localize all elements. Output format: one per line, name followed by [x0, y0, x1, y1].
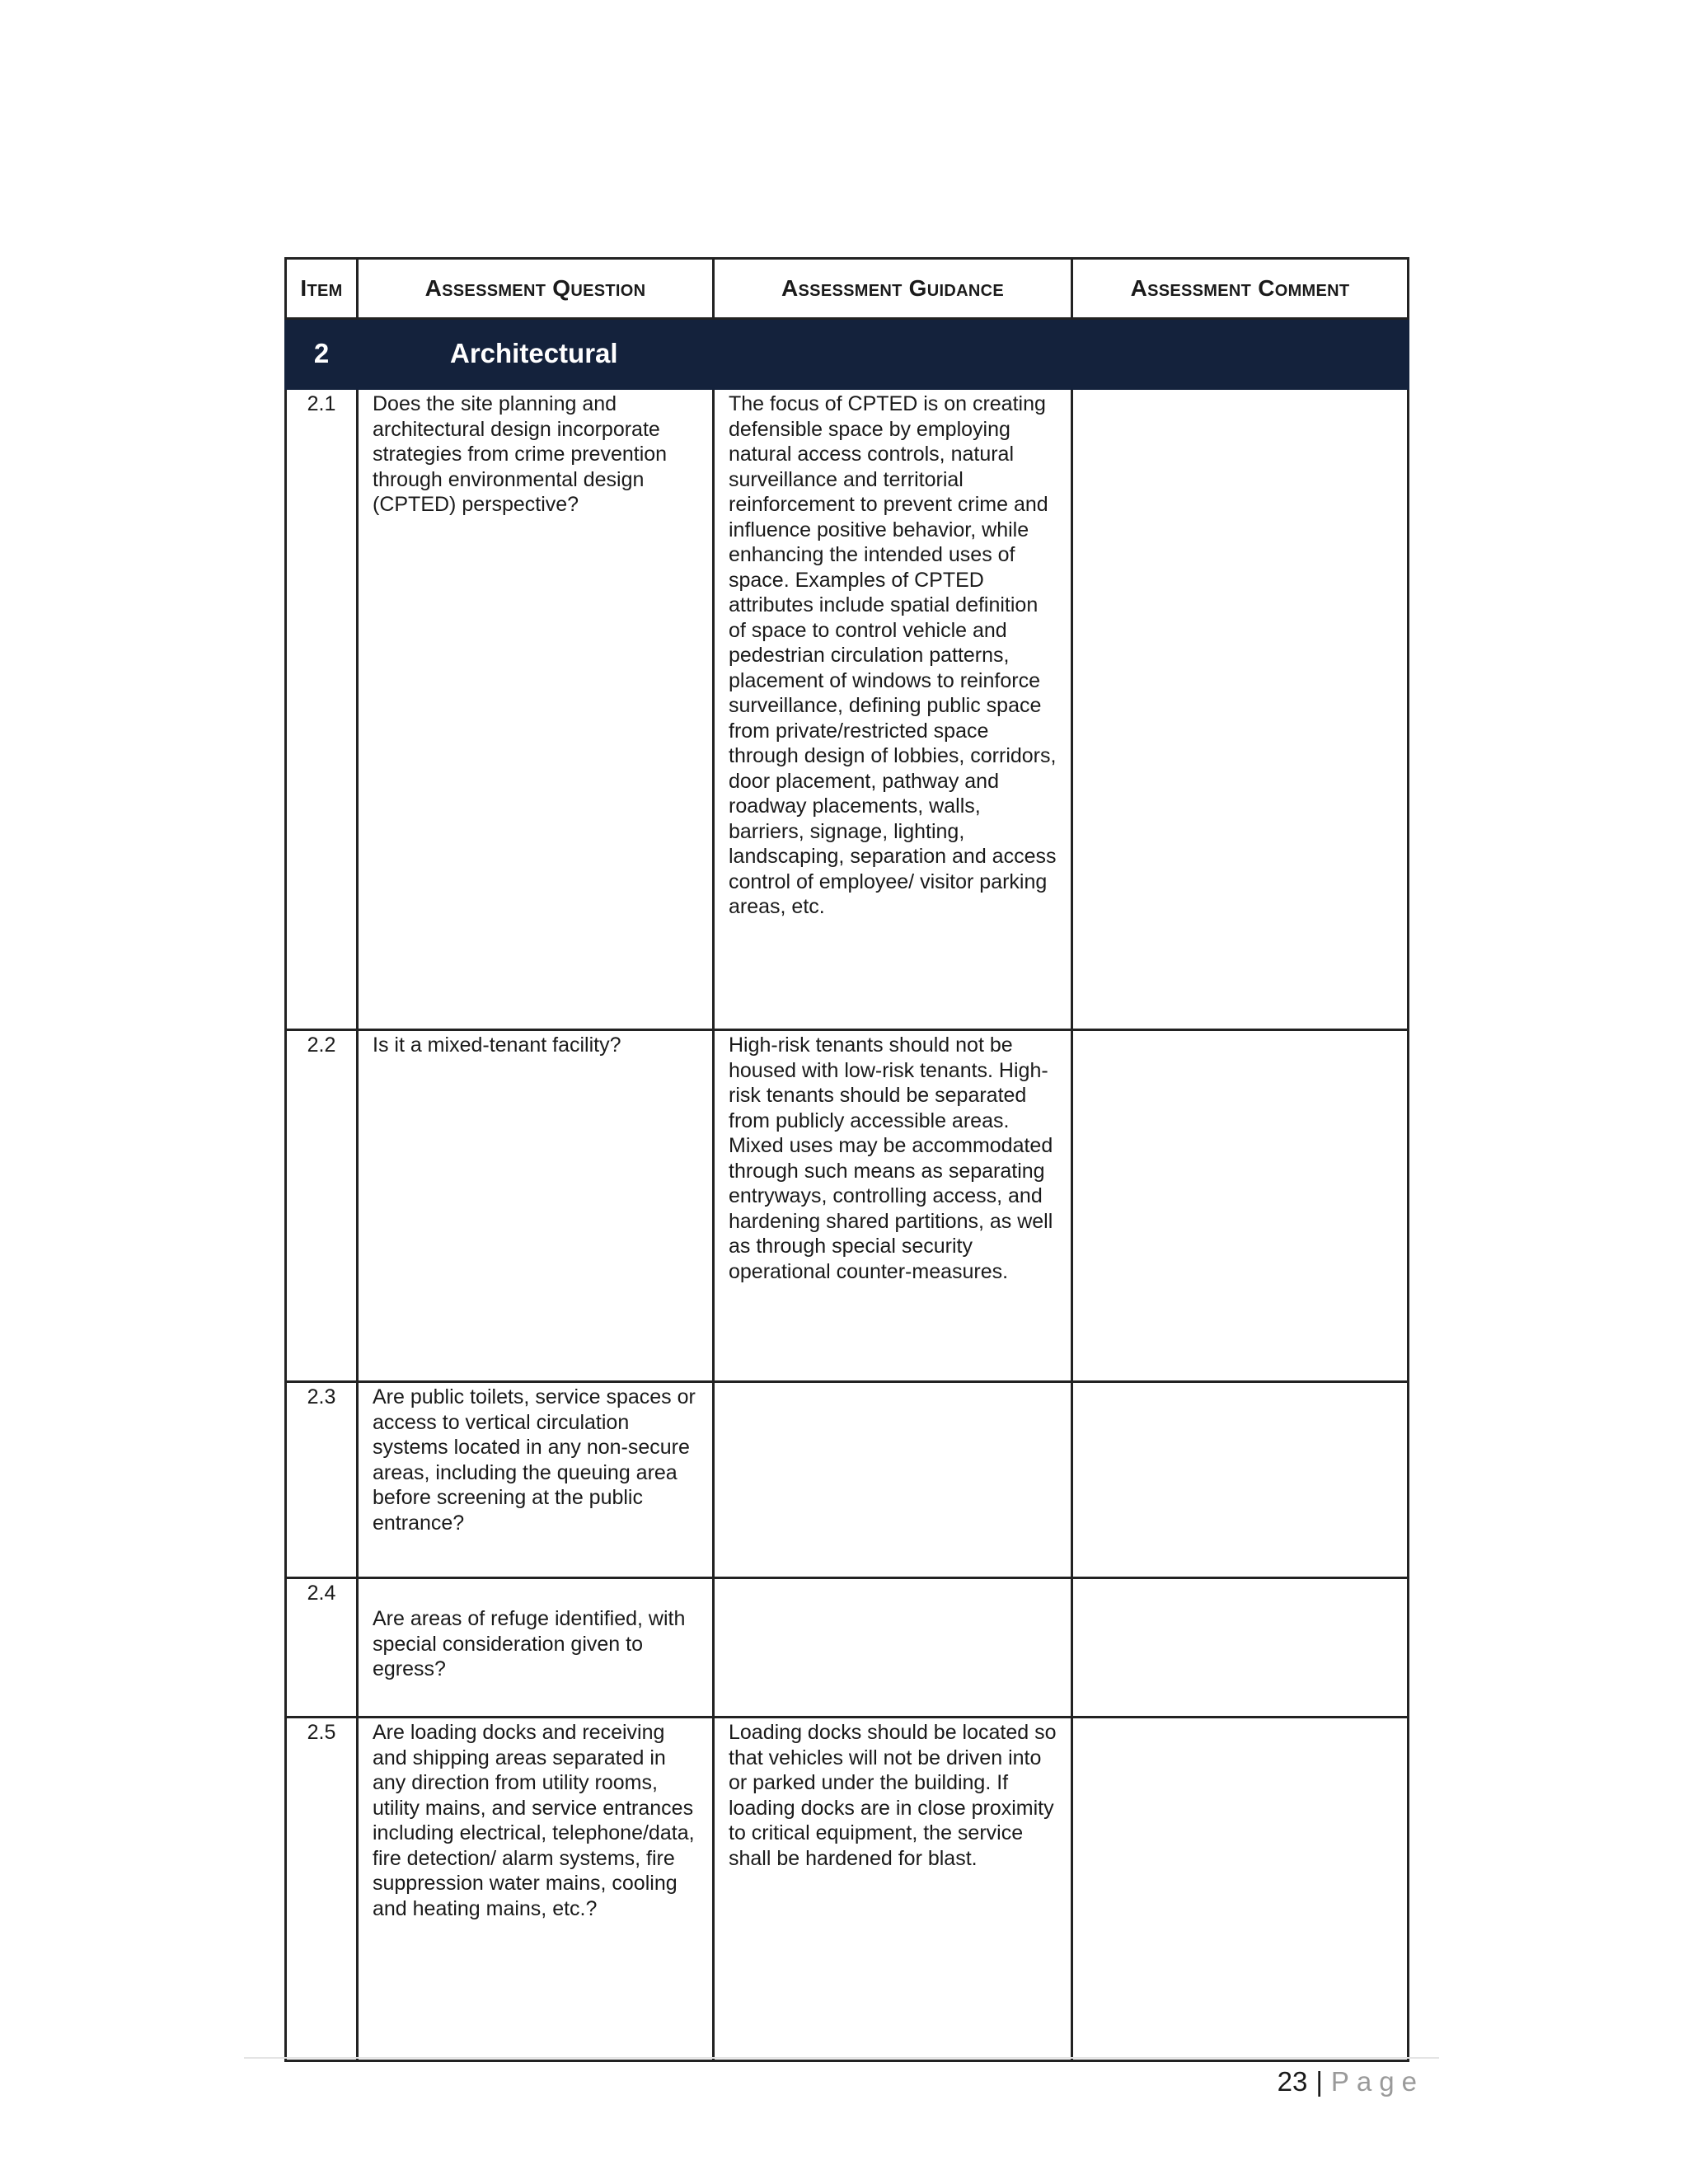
row-item-number: 2.2 [286, 1030, 358, 1382]
table-header-row [286, 259, 1409, 319]
row-comment[interactable] [1072, 1718, 1409, 2061]
footer-separator: | [1315, 2066, 1323, 2097]
row-guidance: The focus of CPTED is on creating defensible space by employing natural access controls, natural surveillance and territorial reinforcement to prevent crime and influence positive behavior, while enhancing the intended uses of space. Examples of CPTED attributes include spatial definition of space to control vehicle and pedestrian circulation patterns, placement of windows to reinforce surveillance, defining public space from private/restricted space through design of lobbies, corridors, door placement, pathway and roadway placements, walls, barriers, signage, lighting, landscaping, separation and access control of employee/ visitor parking areas, etc. [714, 389, 1072, 1030]
row-item-number: 2.1 [286, 389, 358, 1030]
row-question: Are loading docks and receiving and shipping areas separated in any direction from utility rooms, utility mains, and service entrances including electrical, telephone/data, fire detection/ alarm systems, fire suppression water mains, cooling and heating mains, etc.? [358, 1718, 714, 2061]
row-comment[interactable] [1072, 1030, 1409, 1382]
section-header-row [286, 319, 1409, 389]
row-guidance [714, 1578, 1072, 1718]
row-guidance: High-risk tenants should not be housed with low-risk tenants. High-risk tenants should be separated from publicly accessible areas. Mixed uses may be accommodated through such means as separating entryways, controlling access, and hardening shared partitions, as well as through special security operational counter-measures. [714, 1030, 1072, 1382]
row-comment[interactable] [1072, 1578, 1409, 1718]
table-row [286, 1382, 1409, 1578]
header-guidance: Assessment Guidance [714, 259, 1072, 319]
table-row [286, 389, 1409, 1030]
row-item-number: 2.5 [286, 1718, 358, 2061]
row-question: Are public toilets, service spaces or access to vertical circulation systems located in any non-secure areas, including the queuing area before screening at the public entrance? [358, 1382, 714, 1578]
assessment-table [284, 257, 1409, 2062]
page-footer [1278, 2066, 1424, 2097]
table-row [286, 1718, 1409, 2061]
page-label: Page [1330, 2066, 1424, 2097]
row-comment[interactable] [1072, 1382, 1409, 1578]
header-item: Item [286, 259, 358, 319]
row-comment[interactable] [1072, 389, 1409, 1030]
row-question: Does the site planning and architectural design incorporate strategies from crime prevention through environmental design (CPTED) perspective? [358, 389, 714, 1030]
row-item-number: 2.4 [286, 1578, 358, 1718]
section-number: 2 [286, 319, 358, 389]
row-guidance: Loading docks should be located so that vehicles will not be driven into or parked under the building. If loading docks are in close proximity to critical equipment, the service shall be hardened for blast. [714, 1718, 1072, 2061]
table-row [286, 1030, 1409, 1382]
page-number: 23 [1277, 2066, 1308, 2097]
row-guidance [714, 1382, 1072, 1578]
header-comment: Assessment Comment [1072, 259, 1409, 319]
row-question: Are areas of refuge identified, with special consideration given to egress? [358, 1578, 714, 1718]
header-question: Assessment Question [358, 259, 714, 319]
row-item-number: 2.3 [286, 1382, 358, 1578]
section-title: Architectural [358, 319, 1409, 389]
footer-divider [244, 2057, 1439, 2059]
table-row [286, 1578, 1409, 1718]
row-question: Is it a mixed-tenant facility? [358, 1030, 714, 1382]
